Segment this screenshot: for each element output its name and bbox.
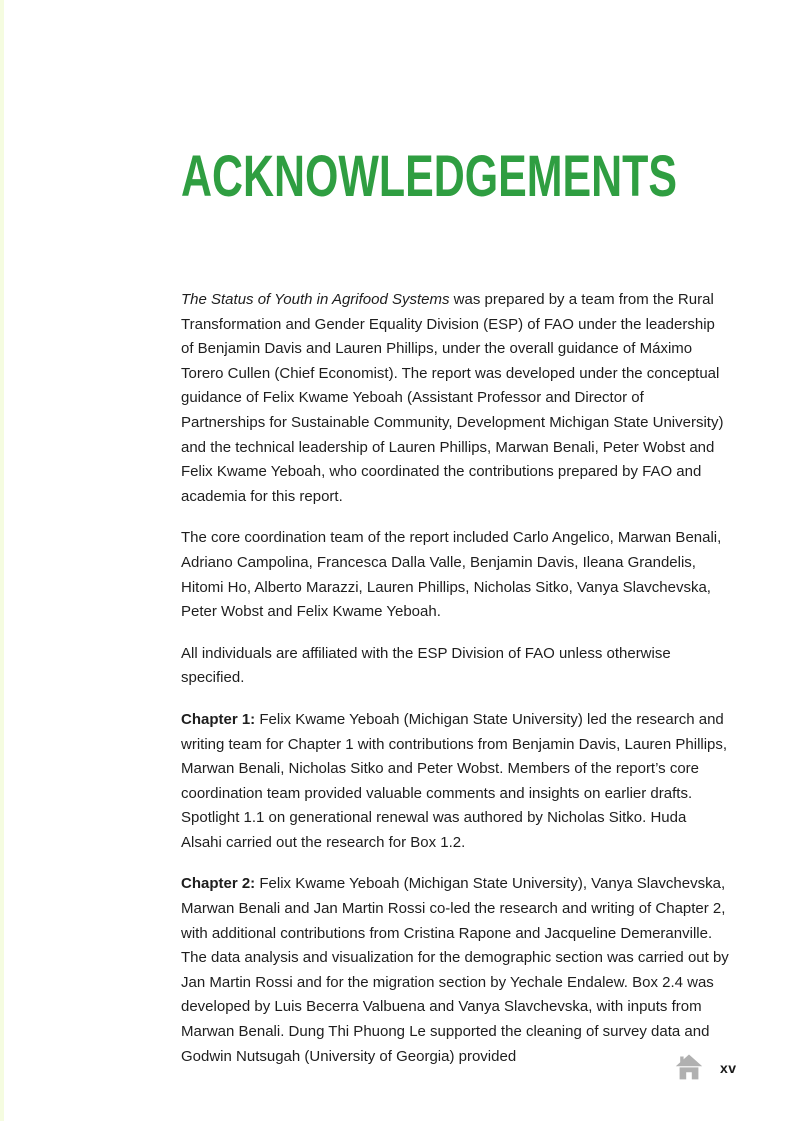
report-title-italic: The Status of Youth in Agrifood Systems: [181, 291, 450, 308]
page-edge-strip: [0, 0, 4, 1121]
paragraph-chapter-1: [181, 708, 730, 856]
paragraph-chapter-2: [181, 872, 730, 1069]
page-number: xv: [720, 1060, 737, 1076]
paragraph-intro-text: was prepared by a team from the Rural Transformation and Gender Equality Division (ESP) of FAO under the leadership of Benjamin Davis and Lauren Phillips, under the overall guidance of Máximo Torero Cullen (Chief Economist). The report was developed under the conceptual guidance of Felix Kwame Yeboah (Assistant Professor and Director of Partnerships for Sustainable Community, Development Michigan State University) and the technical leadership of Lauren Phillips, Marwan Benali, Peter Wobst and Felix Kwame Yeboah, who coordinated the contributions prepared by FAO and academia for this report.: [181, 291, 724, 505]
page-title: ACKNOWLEDGEMENTS: [181, 144, 677, 209]
paragraph-affiliation-note: [181, 642, 730, 691]
paragraph-chapter-2-text: Felix Kwame Yeboah (Michigan State University), Vanya Slavchevska, Marwan Benali and Jan Martin Rossi co-led the research and writing of Chapter 2, with additional contributions from Cristina Rapone and Jacqueline Demeranville. The data analysis and visualization for the demographic section was carried out by Jan Martin Rossi and for the migration section by Yechale Endalew. Box 2.4 was developed by Luis Becerra Valbuena and Vanya Slavchevska, with inputs from Marwan Benali. Dung Thi Phuong Le supported the cleaning of survey data and Godwin Nutsugah (University of Georgia) provided: [181, 875, 729, 1065]
home-icon[interactable]: [675, 1054, 703, 1080]
chapter-1-label: Chapter 1:: [181, 710, 256, 728]
paragraph-intro: [181, 288, 730, 509]
paragraph-affiliation-text: All individuals are affiliated with the ESP Division of FAO unless otherwise specified.: [181, 644, 671, 687]
paragraph-core-team-text: The core coordination team of the report included Carlo Angelico, Marwan Benali, Adriano Campolina, Francesca Dalla Valle, Benjamin Davis, Ileana Grandelis, Hitomi Ho, Alberto Marazzi, Lauren Phillips, Nicholas Sitko, Vanya Slavchevska, Peter Wobst and Felix Kwame Yeboah.: [181, 529, 722, 621]
acknowledgements-body: [181, 288, 730, 1086]
chapter-2-label: Chapter 2:: [181, 875, 256, 893]
paragraph-chapter-1-text: Felix Kwame Yeboah (Michigan State University) led the research and writing team for Chapter 1 with contributions from Benjamin Davis, Lauren Phillips, Marwan Benali, Nicholas Sitko and Peter Wobst. Members of the report’s core coordination team provided valuable comments and insights on earlier drafts. Spotlight 1.1 on generational renewal was authored by Nicholas Sitko. Huda Alsahi carried out the research for Box 1.2.: [181, 710, 728, 851]
paragraph-core-team: [181, 526, 730, 624]
